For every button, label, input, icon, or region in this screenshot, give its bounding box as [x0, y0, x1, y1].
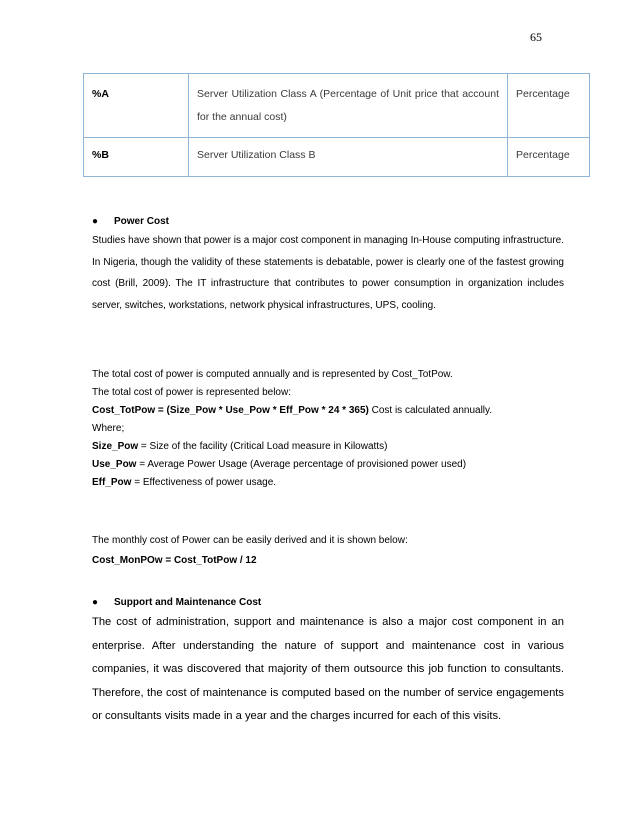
text-line: The total cost of power is represented below:: [92, 387, 291, 398]
section-heading: [92, 216, 564, 227]
power-cost-heading: Power Cost: [114, 216, 170, 227]
formula-line: [92, 402, 564, 420]
text-line: The monthly cost of Power can be easily derived and it is shown below:: [92, 535, 408, 546]
definition-term: Size_Pow: [92, 441, 139, 452]
power-formula-block: [92, 366, 564, 492]
definition-term: Eff_Pow: [92, 477, 132, 488]
definition-text: = Size of the facility (Critical Load measure in Kilowatts): [138, 441, 388, 452]
definition-line: [92, 474, 564, 492]
variable-code: %A: [84, 74, 189, 138]
monthly-block: [92, 532, 564, 570]
support-section: [92, 597, 564, 729]
formula-note: Cost is calculated annually.: [368, 405, 493, 416]
table-row: [84, 74, 590, 138]
definition-line: [92, 456, 564, 474]
monthly-formula: Cost_MonPOw = Cost_TotPow / 12: [92, 555, 257, 566]
variable-unit: Percentage: [508, 74, 590, 138]
support-heading: Support and Maintenance Cost: [114, 597, 262, 608]
power-cost-paragraph: Studies have shown that power is a major cost component in managing In-House computing infrastructure. In Nigeria, though the validity of these statements is debatable, power is clearly one of the fastest growing cost (Brill, 2009). The IT infrastructure that contributes to power consumption in organization includes server, switches, workstations, network physical infrastructures, UPS, cooling.: [92, 235, 564, 311]
support-paragraph: The cost of administration, support and maintenance is also a major cost component in an enterprise. After understanding the nature of support and maintenance cost in various companies, it was discovered that majority of them outsource this job function to consultants. Therefore, the cost of maintenance is computed based on the number of service engagements or consultants visits made in a year and the charges incurred for each of this visits.: [92, 616, 564, 722]
definition-term: Use_Pow: [92, 459, 137, 470]
variable-description: Server Utilization Class B: [189, 138, 508, 177]
definition-text: = Effectiveness of power usage.: [131, 477, 277, 488]
variable-unit: Percentage: [508, 138, 590, 177]
power-cost-section: [92, 216, 564, 316]
variable-table: [83, 73, 590, 177]
variable-description: Server Utilization Class A (Percentage of Unit price that account for the annual cost): [189, 74, 508, 138]
where-label: Where;: [92, 423, 125, 434]
table-row: [84, 138, 590, 177]
total-power-formula: Cost_TotPow = (Size_Pow * Use_Pow * Eff_Pow * 24 * 365): [92, 405, 369, 416]
bullet-icon: ●: [92, 597, 99, 608]
definition-line: [92, 438, 564, 456]
variable-code: %B: [84, 138, 189, 177]
bullet-icon: ●: [92, 216, 99, 227]
text-line: The total cost of power is computed annually and is represented by Cost_TotPow.: [92, 369, 453, 380]
section-heading: [92, 597, 564, 608]
definition-text: = Average Power Usage (Average percentage of provisioned power used): [136, 459, 467, 470]
page-number: 65: [530, 30, 542, 44]
